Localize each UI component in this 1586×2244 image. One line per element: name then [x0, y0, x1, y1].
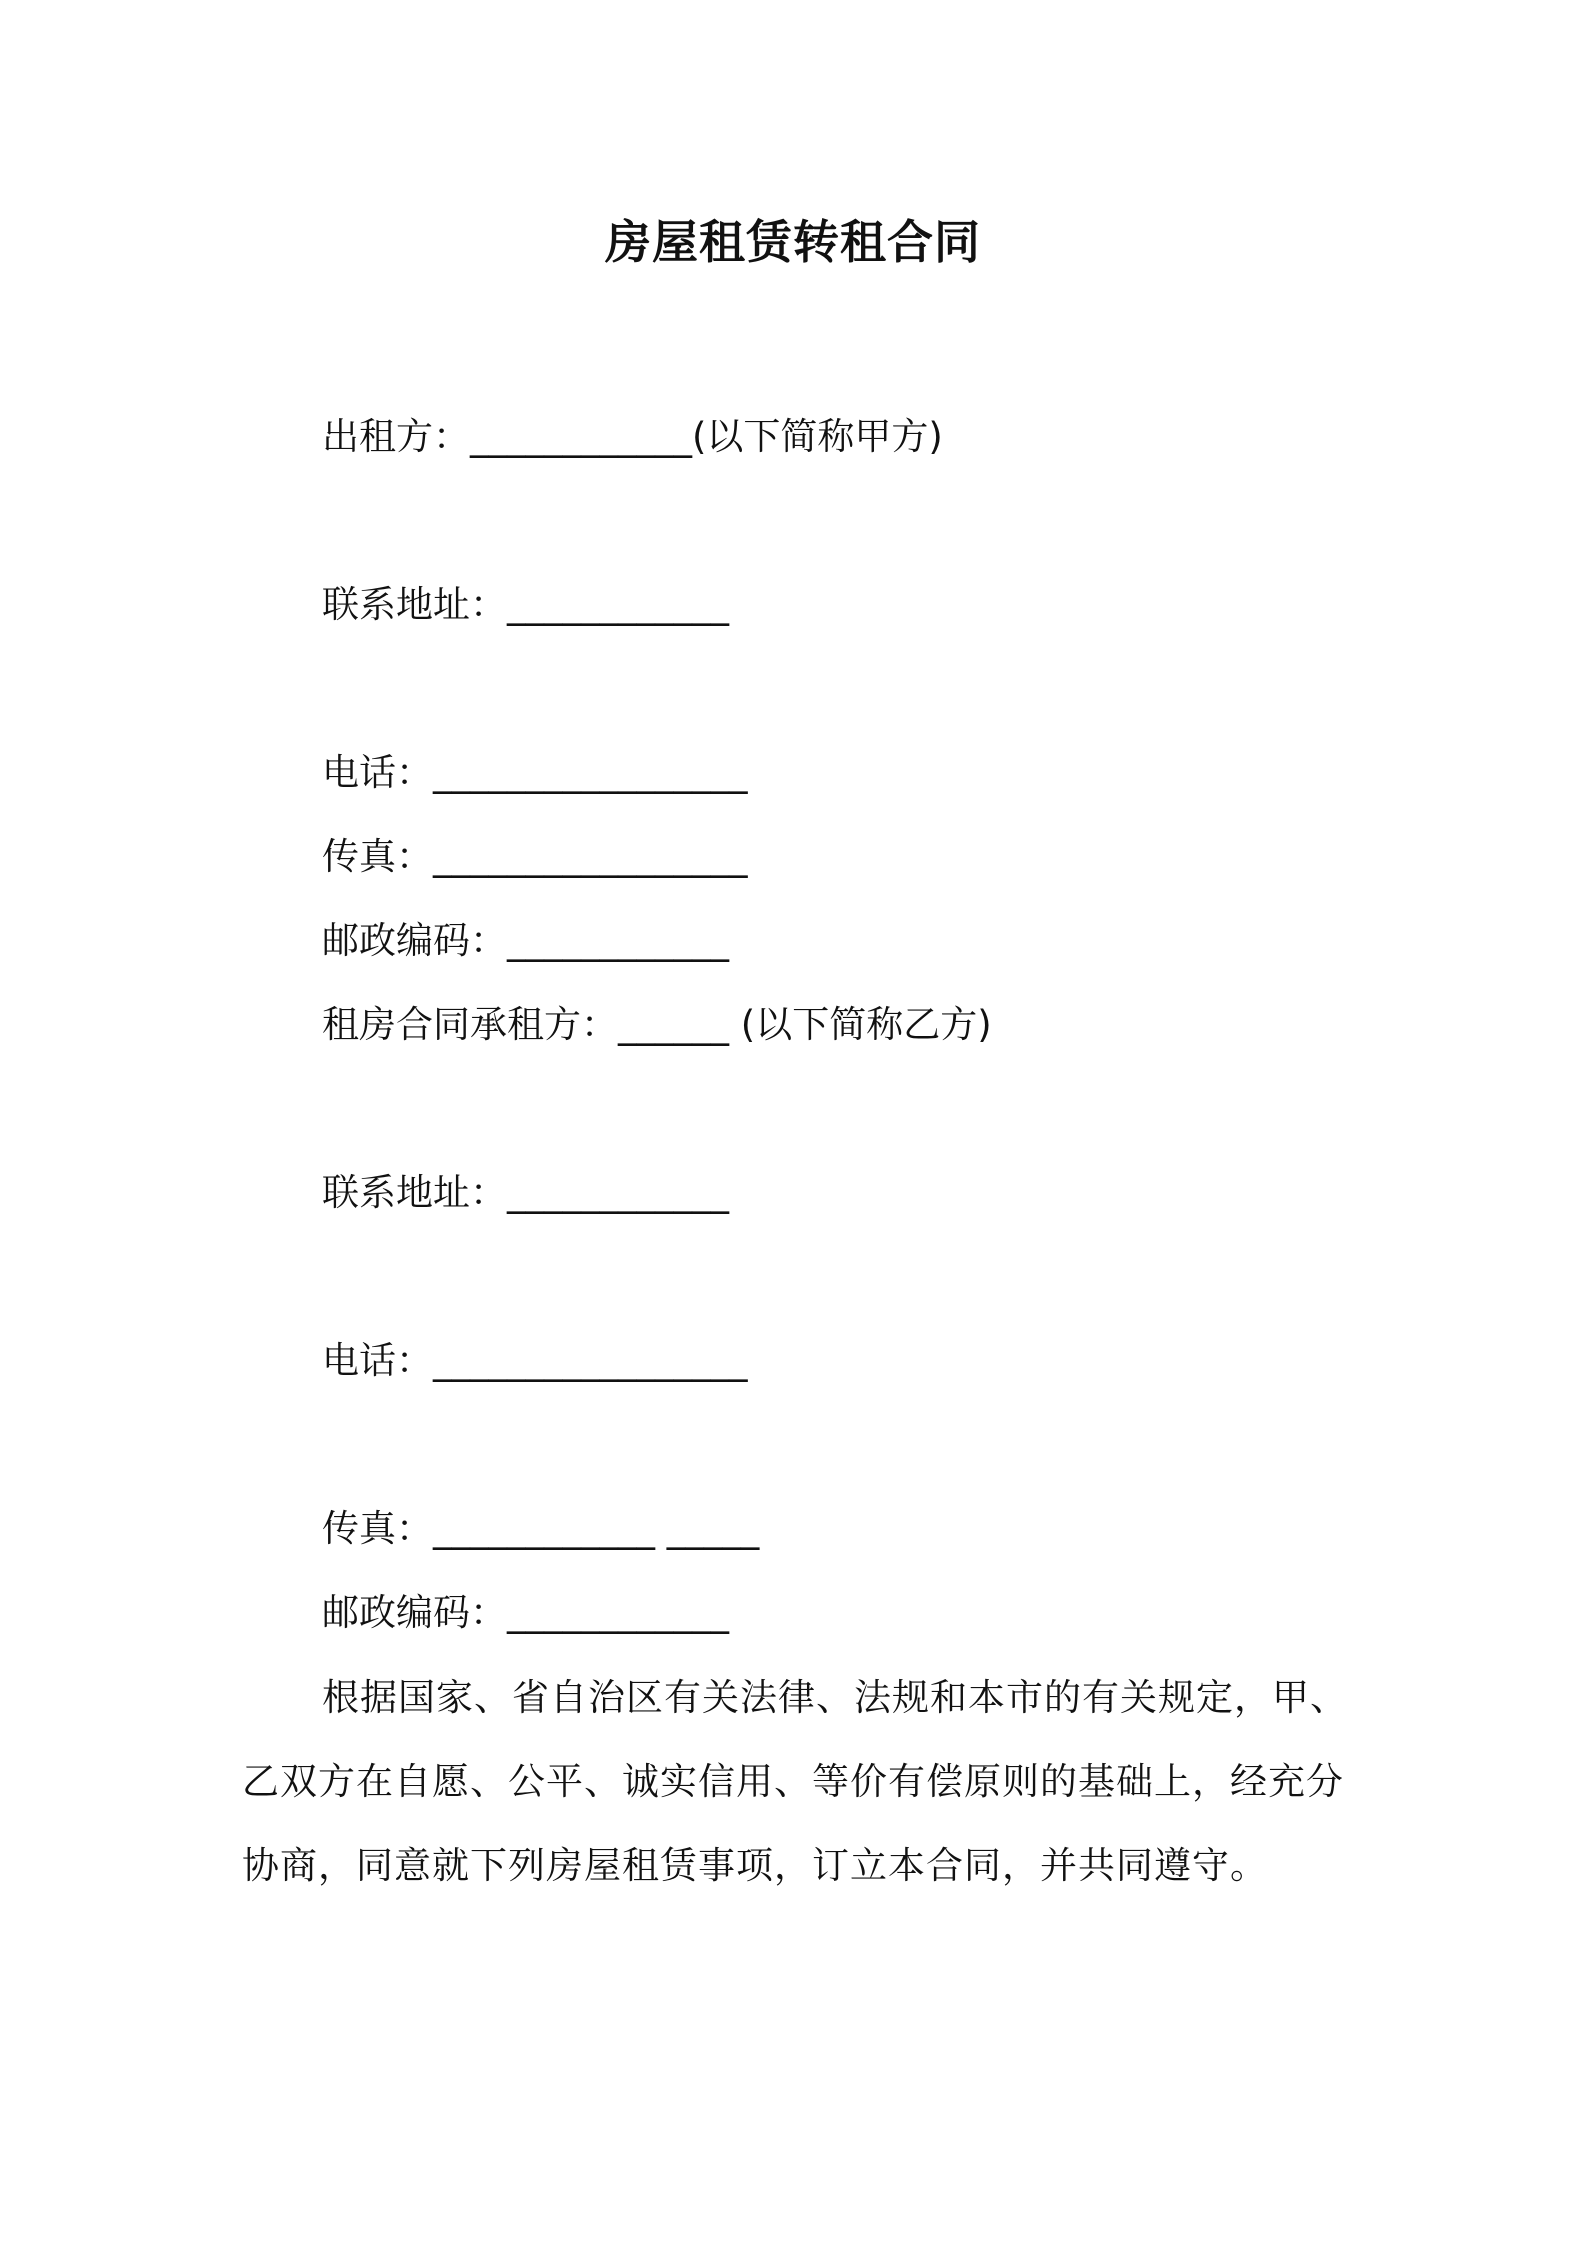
lessor-phone-line: 电话：_________________ [322, 751, 748, 794]
lessee-postcode-line: 邮政编码：____________ [322, 1591, 729, 1634]
lessor-address-line: 联系地址：____________ [322, 583, 729, 626]
lessee-phone-line: 电话：_________________ [322, 1339, 748, 1382]
lessee-line: 租房合同承租方：______ (以下简称乙方) [322, 1003, 992, 1046]
preamble-paragraph: 根据国家、省自治区有关法律、法规和本市的有关规定，甲、乙双方在自愿、公平、诚实信用、等价有偿原则的基础上，经充分协商，同意就下列房屋租赁事项，订立本合同，并共同遵守。 [242, 1676, 1348, 1887]
lessee-address-line: 联系地址：____________ [322, 1171, 729, 1214]
document-title: 房屋租赁转租合同 [605, 215, 981, 269]
lessor-fax-line: 传真：_________________ [322, 835, 748, 878]
lessor-postcode-line: 邮政编码：____________ [322, 919, 729, 962]
lessee-fax-line: 传真：____________ _____ [322, 1507, 760, 1550]
lessor-line: 出租方：____________(以下简称甲方) [322, 415, 943, 458]
